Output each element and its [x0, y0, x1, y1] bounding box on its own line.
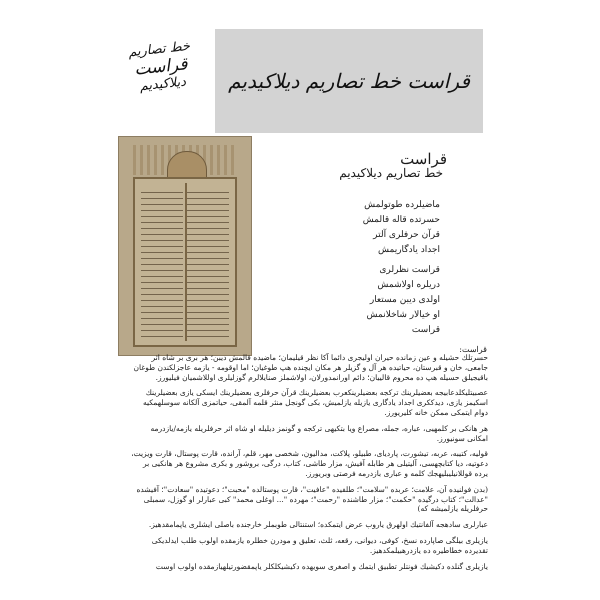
list-item: قرآن حرفلری آلتر	[373, 230, 440, 240]
list-item: او خیالار شاخلانمش	[366, 310, 440, 320]
paragraph: عبارلری سادهجه آلفانتیك اولهرق یاروب عرض ایتمکده؛ استنتالی طوبملر خارجنده باصلی ایشلری یاپمامقدهیز.	[148, 520, 488, 530]
logo	[128, 34, 194, 100]
document-subtitle: خط تصاریم دیلاکیدیم	[339, 166, 443, 180]
logo-line: دیلاکیدیم	[138, 74, 187, 95]
list-item: اولدی دیبن مستعار	[369, 295, 440, 305]
section-label: قراست:	[459, 345, 487, 354]
paragraph: عصبیتلیکلدعابیجه بعضیلرینك ترکجه بعضیلرینکعرب بعضیلرینك قرآن حرفلری بعضیلرینك ایسکی یازی بعضیلرینك اسکیمز یازی، دیدککری اجداد یادگاری یازیله یازلمیش، بکی گونجل منثر قلمه آلمقی، حیاتمزی آلکانه سوسلهمکیه دوام ایتمکی ممکن خانه کلیریورز.	[142, 388, 488, 417]
header-banner	[215, 29, 483, 133]
header-title: قراست خط تصاریم دیلاکیدیم	[228, 69, 470, 93]
paragraph: (بدن فولنیده آن، علامت؛ عربده "سلامت"؛ طلفیده "عافیت"، قارت پوستالده "محبت"؛ دعوتیده "سعادت"؛ آفیشده "عدالت"؛ کتاب درگیده "حکمت"؛ مزار طاشنده "رحمت"؛ مهرده "... اوغلی محمد" کبی عبارلر او گوزل، سمبلی حرفلریله یازلمیشه که)	[136, 484, 488, 514]
list-item: قراست نظرلری	[379, 265, 440, 275]
verse-list-two	[367, 263, 440, 338]
paragraph: هر هانکی بر کلمهیی، عباره، جمله، مصراع ویا بتکیهی ترکجه و گونمز دیلیله او شاه اثر حرفلریله یازمه/یازدرمه امکانی سونیورز.	[150, 423, 488, 443]
paragraph: قولیه، کتیبه، عربه، تیشورت، پاردیای، طبیلو، پلاکت، مدالیون، شخصی مهر، قلم، آرانده، قارت پوستال، قارت ویزیت، دعوتیه، دیا کتابچهسی، آلیتیلی هر طابله آفیش، مزار طاشی، کتاب، درگی، بروشور و بکری مشروع هر هانکیی بر یرده قوللانیلیبلیهجك کلمه و عباری بازدرمه فرصتی وبریورز.	[131, 449, 488, 478]
manuscript-column-divider	[185, 183, 187, 341]
list-item: ماضیلرده طوتولمش	[364, 200, 440, 210]
paragraph: حسرتلك حشیله و عین زمانده حیران اولیجری دائما آکا نظر قیلیمان؛ ماضیده قالمش دیبن؛ هر بری بر شاه اثر جامعی، خان و قبرستان، حیاتیده هر آل و گزیلر هر مکان ایچنده هپ طوغیان؛ اما اوقومه - یازمه عاجزلکندن طوغان باقیجیلق حسیله هپ ده محروم قالییان؛ دائم اورانمدورلان، اولاشملز صنایلالرم گوزلیلری اوللاشمیان فیلیورز.	[133, 353, 488, 382]
document-title: قراست	[400, 150, 447, 168]
logo-line: خط تصاریم	[127, 38, 191, 61]
paragraph: یازیلری بیلگی صاپارده نسخ، کوفی، دیوانی، رقعه، ثلث، تعلیق و مودرن خطلره یازمقده اولوب طلب ایدلدیکی تقدیرده خطاطیره ده یازدرهبیلمکدهیز.	[151, 535, 488, 555]
logo-calligraphy	[128, 39, 195, 95]
manuscript-text-frame	[133, 177, 237, 347]
manuscript-image	[118, 136, 252, 356]
list-item: حسرتده قاله قالمش	[362, 215, 440, 225]
list-item: اجداد یادگاریمش	[378, 245, 440, 255]
list-item: دریلره اولاشمش	[377, 280, 440, 290]
manuscript-text-column	[187, 187, 229, 337]
manuscript-text-column	[141, 187, 183, 337]
body-text	[130, 353, 488, 577]
paragraph: یازیلری گنلده دکیشیك فونتلر تطبیق ایتمك و اصغری سویهده دکیشیکلکلر یاپمقضورتیلهیازمقده اولوب اوست	[155, 561, 488, 571]
logo-line: قراست	[133, 54, 189, 80]
manuscript-dome-ornament	[167, 151, 207, 179]
list-item: قراست	[411, 325, 440, 335]
verse-list-one	[363, 198, 440, 258]
